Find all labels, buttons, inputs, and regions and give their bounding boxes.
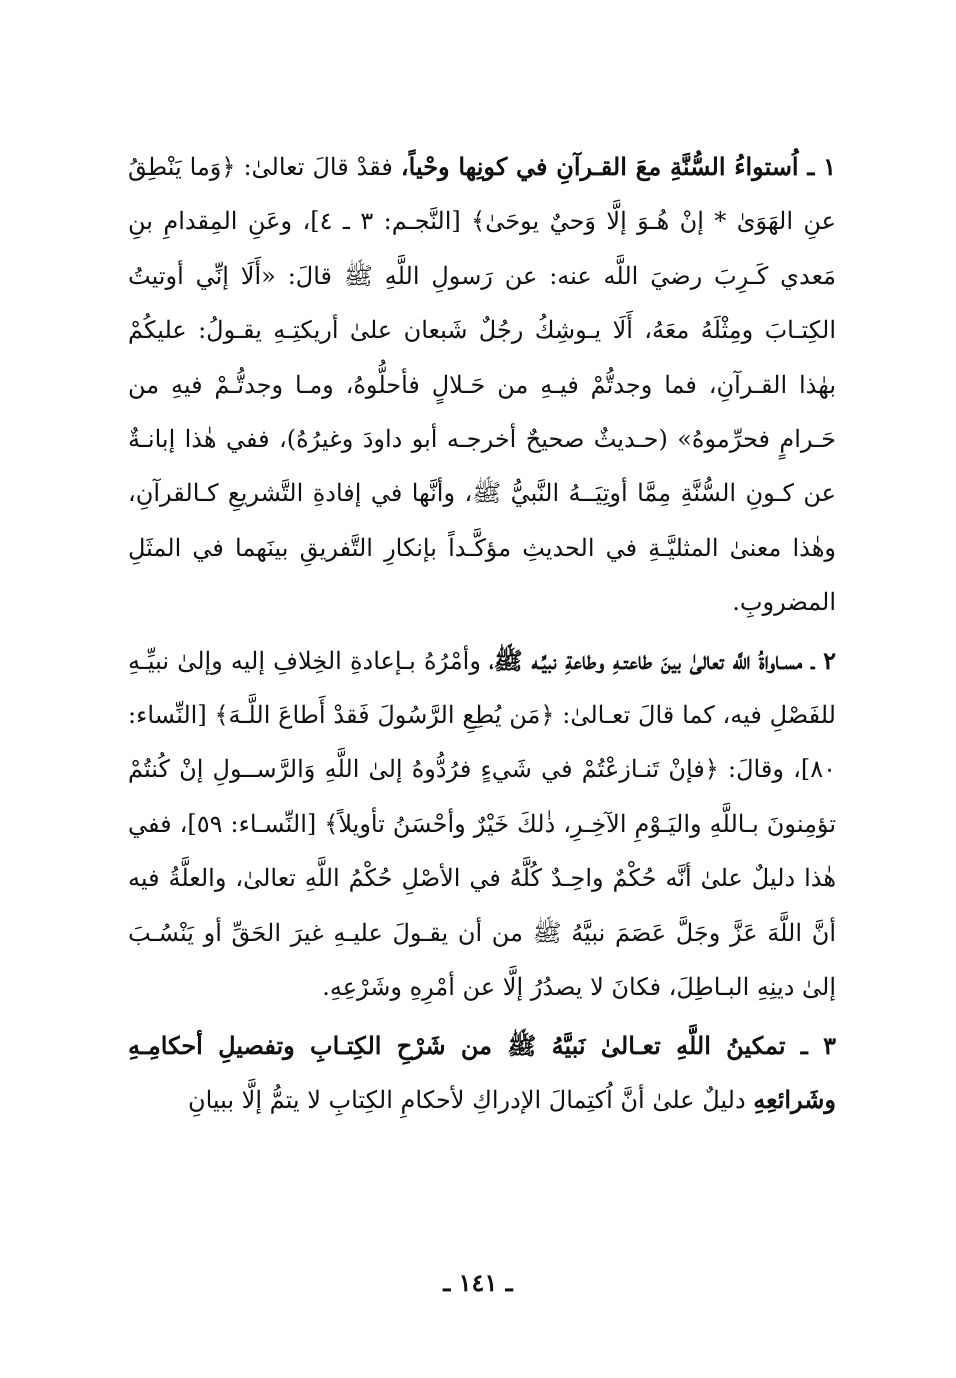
- paragraph-1: [128, 140, 836, 630]
- paragraph-2: [128, 634, 836, 1015]
- paragraph-3: [128, 1019, 836, 1128]
- paragraph-3-heading: ٣ ـ تمكينُ اللَّهِ تعـالىٰ نَبيَّهُ ﷺ من شَرْحِ الكِتـابِ وتفصيلِ أحكامِـهِ وشَرائعِهِ: [128, 1030, 836, 1114]
- paragraph-1-body: فقدْ قالَ تعالىٰ: ﴿وَما يَنْطِقُ عنِ الهَوَىٰ * إنْ هُـوَ إلَّا وَحيٌ يوحَىٰ﴾ [النَّجـم: ٣ ـ ٤]، وعَنِ المِقدامِ بنِ مَعدي كَـرِبَ رضيَ اللَّه عنه: عن رَسولِ اللَّهِ ﷺ قالَ: «أَلَا إنِّي أوتيتُ الكِتـابَ ومِثْلَهُ معَهُ، أَلَا يـوشِكُ رجُلٌ شَبعان علىٰ أريكتِـهِ يقـولُ: عليكُمْ بهٰذا القـرآنِ، فما وجدتُّمْ فيـهِ من حَـلالٍ فأحلُّوهُ، ومـا وجدتُّـمْ فيهِ من حَـرامٍ فحرِّموهُ» (حـديثٌ صحيحٌ أخرجـه أبو داودَ وغيرُهُ)، ففي هٰذا إبانـةٌ عن كـونِ السُّنَّةِ مِمَّا أوتِيَــهُ النَّبيُّ ﷺ، وأنَّها في إفادةِ التَّشريعِ كـالقرآنِ، وهٰذا معنىٰ المثليَّـةِ في الحديثِ مؤكَّـداً بإنكارِ التَّفريقِ بينَهما في المثَلِ المضروبِ.: [128, 153, 837, 617]
- paragraph-1-heading: ١ ـ اُستواءُ السُّنَّةِ معَ القـرآنِ في كونِها وحْياً،: [400, 152, 836, 181]
- paragraph-2-heading: ٢ ـ مسـاواةُ اللَّه تعالىٰ بينَ طاعتـهِ وطاعةِ نبيِّـه ﷺ،: [489, 645, 836, 675]
- paragraph-3-body: دليلٌ علىٰ أنَّ اُكتِمالَ الإدراكِ لأحكامِ الكِتابِ لا يتمُّ إلَّا ببيانِ: [187, 1085, 754, 1114]
- main-text-block: [128, 140, 836, 1131]
- paragraph-2-body: وأمْرُهُ بـإعادةِ الخِلافِ إليه وإلىٰ نبيِّـهِ للفَصْلِ فيه، كما قالَ تعـالىٰ: ﴿مَن يُطِعِ الرَّسُولَ فَقدْ أَطاعَ اللَّـهَ﴾ [النِّساء: ٨٠]، وقالَ: ﴿فإنْ تَنـازعْتُمْ في شَيءٍ فرُدُّوهُ إلىٰ اللَّهِ وَالرَّســولِ إنْ كُنتُمْ تؤمِنونَ بـاللَّهِ واليَـوْمِ الآخِـرِ، ذٰلكَ خَيْرٌ وأحْسَنُ تأويلاً﴾ [النِّسـاء: ٥٩]، ففي هٰذا دليلٌ علىٰ أنَّه حُكْمٌ واحِـدٌ كُلَّهُ في الأصْلِ حُكْمُ اللَّهِ تعالىٰ، والعلَّةُ فيه أنَّ اللَّهَ عَزَّ وجَلَّ عَصَمَ نبيَّهُ ﷺ من أن يقـولَ عليـهِ غيرَ الحَقِّ أو يَنْسُـبَ إلىٰ دينِهِ البـاطِلَ، فكانَ لا يصدُرُ إلَّا عن أمْرِهِ وشَرْعِهِ.: [128, 646, 837, 1002]
- page-number: ـ ١٤١ ـ: [443, 1268, 513, 1297]
